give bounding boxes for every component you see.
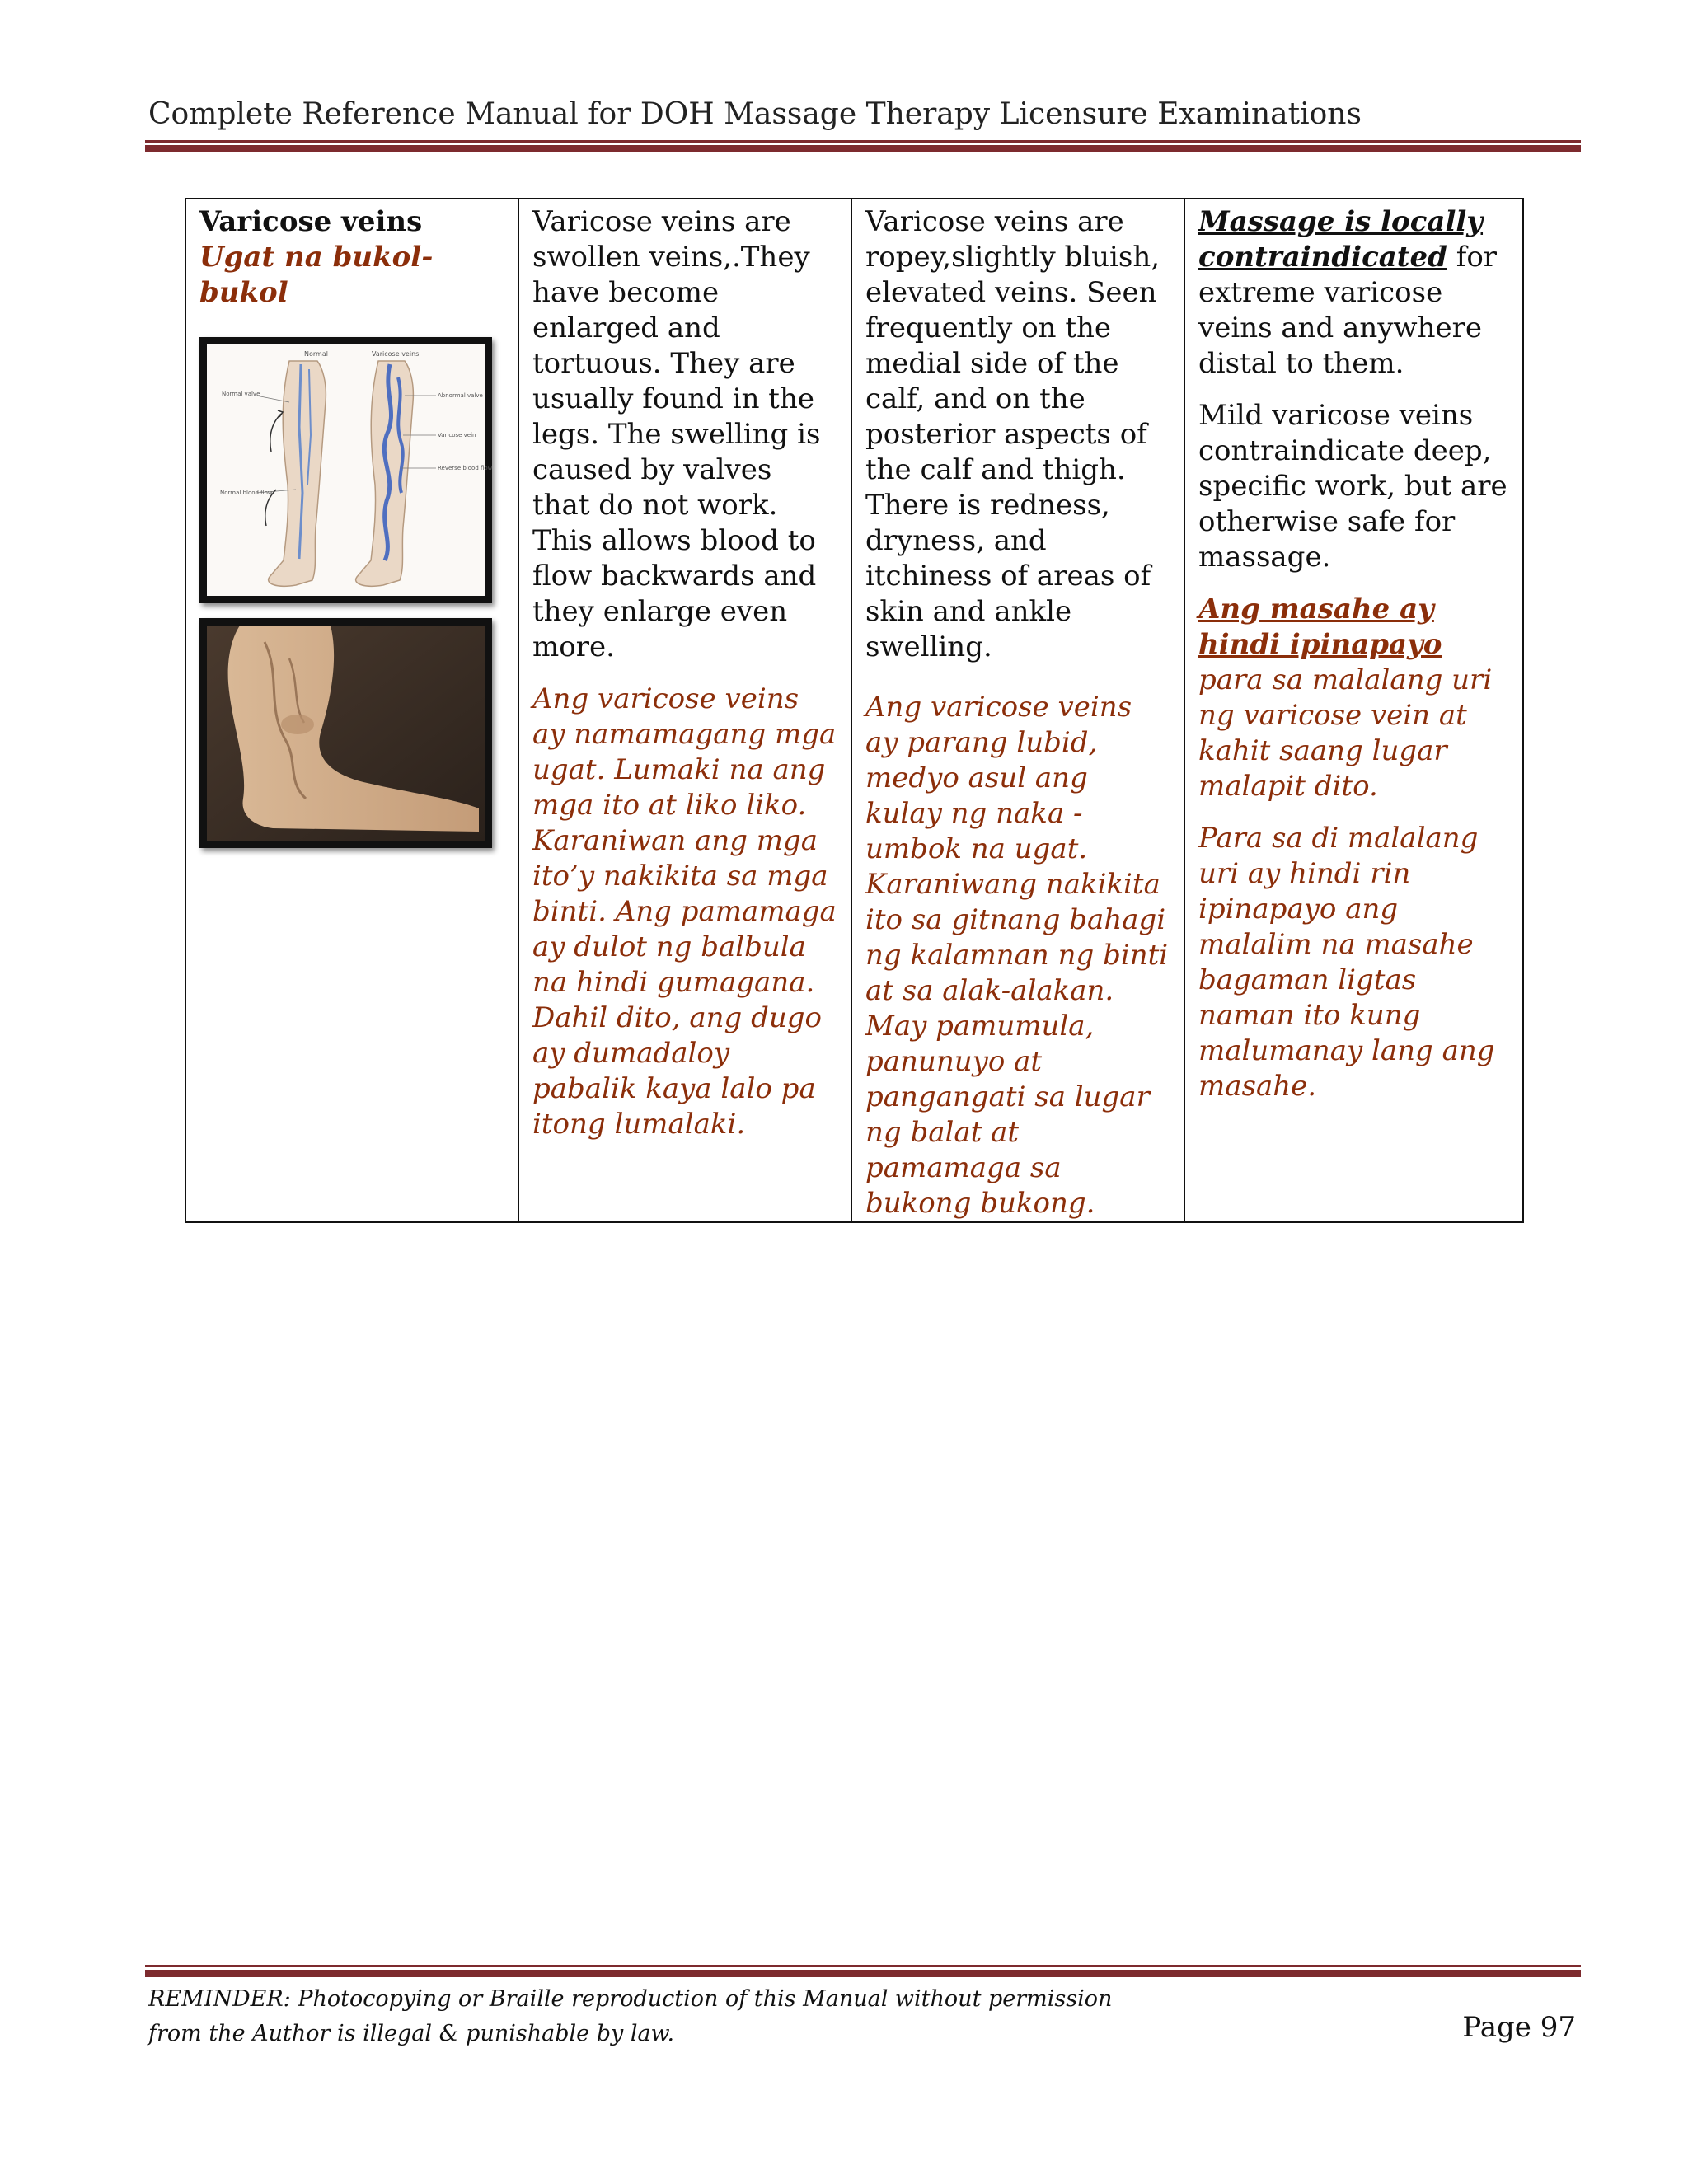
signs-tagalog: Ang varicose veins ay parang lubid, medyo asul ang kulay ng naka -umbok na ugat. Karaniwang nakikita ito sa gitnang bahagi ng kalamnan ng binti at sa alak-alakan. May pamumula, panunuyo at pangangati sa lugar ng balat at pamamaga sa bukong bukong. xyxy=(865,691,1169,1220)
massage-english-1 xyxy=(1198,204,1509,382)
contraindication-emphasis: Massage is locally contraindicated xyxy=(1198,205,1484,274)
signs-cell xyxy=(851,199,1184,1222)
label-reverse-flow: Reverse blood flow xyxy=(438,465,493,471)
massage-tagalog-1 xyxy=(1198,592,1509,804)
varicose-leg-photo xyxy=(199,618,492,848)
label-varicose: Varicose veins xyxy=(372,350,420,358)
veins-diagram-image xyxy=(199,337,492,603)
condition-name: Varicose veins xyxy=(199,205,423,238)
leg-photo-graphic xyxy=(207,626,485,841)
footer-line-1: REMINDER: Photocopying or Braille reproduction of this Manual without permission xyxy=(148,1986,1113,2012)
massage-tagalog-1-rest: para sa malalang uri ng varicose vein at kahit saang lugar malapit dito. xyxy=(1198,663,1493,803)
condition-table xyxy=(185,198,1524,1223)
label-normal-valve: Normal valve xyxy=(222,391,260,397)
massage-english-2: Mild varicose veins contraindicate deep, specific work, but are otherwise safe for massage. xyxy=(1198,399,1507,574)
page-number: Page 97 xyxy=(1462,2011,1576,2044)
condition-cell xyxy=(185,199,518,1222)
footer-reminder xyxy=(148,1982,1112,2051)
massage-tagalog-2: Para sa di malalang uri ay hindi rin ipinapayo ang malalim na masahe bagaman ligtas naman ito kung malumanay lang ang masahe. xyxy=(1198,822,1495,1103)
label-normal-flow: Normal blood flow xyxy=(220,490,273,496)
footer-divider xyxy=(145,1965,1581,1977)
page-header-title: Complete Reference Manual for DOH Massage Therapy Licensure Examinations xyxy=(148,97,1362,131)
label-varicose-vein: Varicose vein xyxy=(438,432,476,438)
header-divider xyxy=(145,140,1581,152)
signs-english: Varicose veins are ropey,slightly bluish, elevated veins. Seen frequently on the medial side of the calf, and on the posterior aspects of the calf and thigh. There is redness, dryness, and itchiness of areas of skin and ankle swelling. xyxy=(865,205,1160,663)
table-row xyxy=(185,199,1523,1222)
massage-cell xyxy=(1184,199,1523,1222)
condition-local-name: Ugat na bukol- bukol xyxy=(199,241,434,309)
description-tagalog: Ang varicose veins ay namamagang mga ugat. Lumaki na ang mga ito at liko liko. Karaniwan ang mga ito’y nakikita sa mga binti. Ang pamamaga ay dulot ng balbula na hindi gumagana. Dahil dito, ang dugo ay dumadaloy pabalik kaya lalo pa itong lumalaki. xyxy=(532,682,837,1141)
leg-veins-illustration xyxy=(207,344,493,596)
footer-line-2: from the Author is illegal & punishable by law. xyxy=(148,2021,675,2046)
massage-english-1-rest: for extreme varicose veins and anywhere distal to them. xyxy=(1198,241,1498,380)
tagalog-emphasis: Ang masahe ay hindi ipinapayo xyxy=(1198,593,1442,661)
label-abnormal-valve: Abnormal valve xyxy=(438,392,483,399)
label-normal: Normal xyxy=(304,350,328,358)
description-english: Varicose veins are swollen veins,.They have become enlarged and tortuous. They are usually found in the legs. The swelling is caused by valves that do not work. This allows blood to flow backwards and they enlarge even more. xyxy=(532,205,821,663)
description-cell xyxy=(518,199,851,1222)
